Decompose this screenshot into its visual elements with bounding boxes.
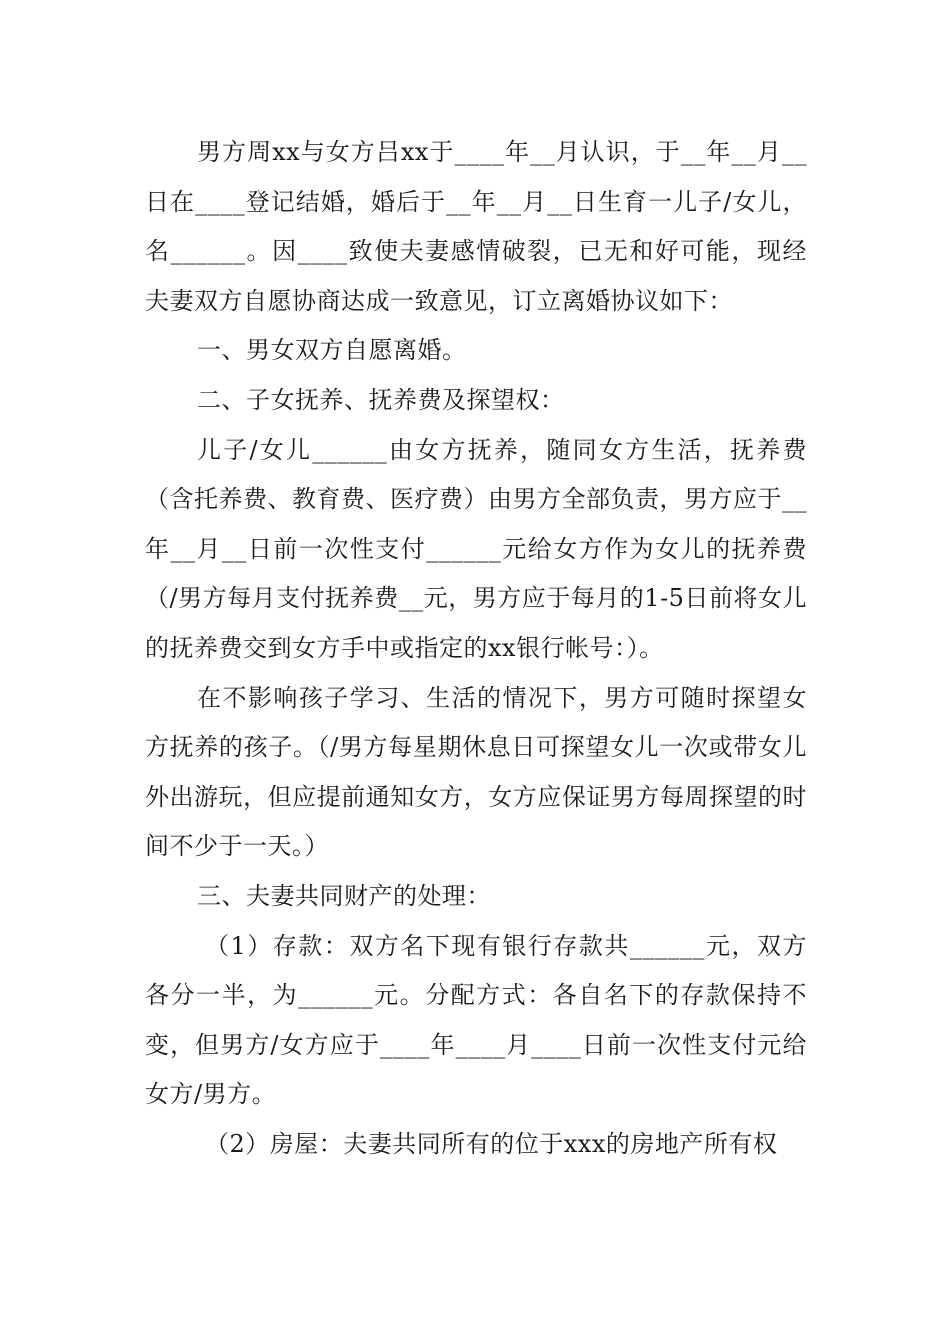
paragraph-house: （2）房屋：夫妻共同所有的位于xxx的房地产所有权 xyxy=(205,1129,778,1158)
paragraph-child-support: 儿子/女儿______由女方抚养，随同女方生活，抚养费（含托养费、教育费、医疗费）由男方全部负责，男方应于__年__月__日前一次性支付______元给女方作为女儿的抚养费（/男方每月支付抚养费__元，男方应于每月的1-5日前将女儿的抚养费交到女方手中或指定的xx银行帐号：）。 xyxy=(145,435,807,662)
paragraph-clause-2-heading: 二、子女抚养、抚养费及探望权： xyxy=(197,385,565,414)
paragraph-intro: 男方周xx与女方吕xx于____年__月认识，于__年__月__日在____登记结婚，婚后于__年__月__日生育一儿子/女儿，名______。因____致使夫妻感情破裂，已无和好可能，现经夫妻双方自愿协商达成一致意见，订立离婚协议如下： xyxy=(145,138,807,315)
paragraph-savings: （1）存款：双方名下现有银行存款共______元，双方各分一半，为______元。分配方式：各自名下的存款保持不变，但男方/女方应于____年____月____日前一次性支付元给女方/男方。 xyxy=(145,931,807,1109)
paragraph-clause-3-heading: 三、夫妻共同财产的处理： xyxy=(197,881,491,910)
paragraph-visitation: 在不影响孩子学习、生活的情况下，男方可随时探望女方抚养的孩子。（/男方每星期休息日可探望女儿一次或带女儿外出游玩，但应提前通知女方，女方应保证男方每周探望的时间不少于一天。） xyxy=(145,683,807,861)
document-page xyxy=(145,128,807,1169)
paragraph-clause-1: 一、男女双方自愿离婚。 xyxy=(197,336,467,365)
